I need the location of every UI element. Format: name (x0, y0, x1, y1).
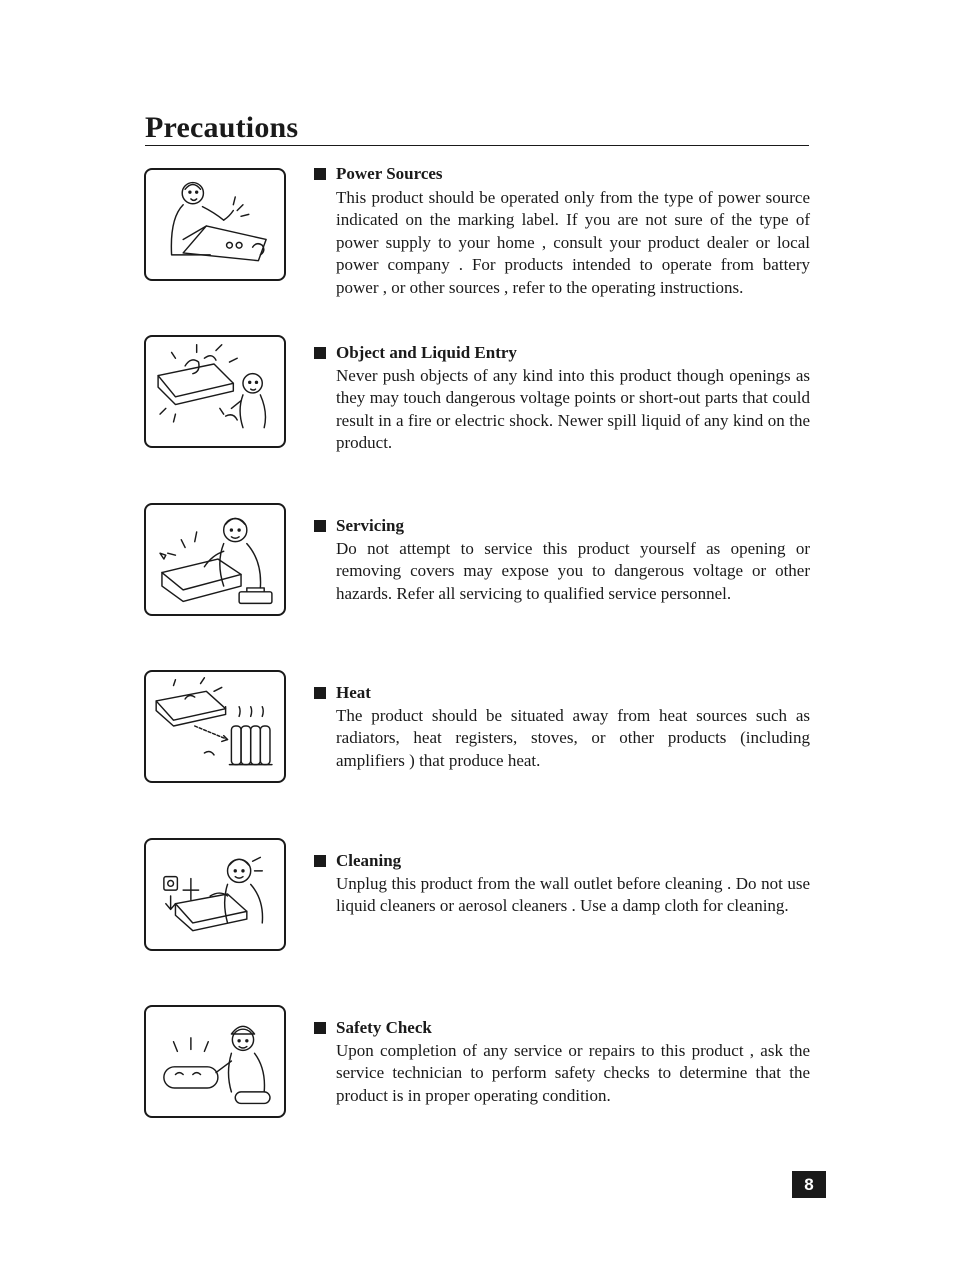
section-title: Servicing (336, 516, 404, 535)
precaution-cleaning (0, 838, 954, 958)
section-bullet (314, 687, 326, 699)
page-title: Precautions (145, 111, 299, 144)
precaution-servicing (0, 503, 954, 623)
section-body: Unplug this product from the wall outlet before cleaning . Do not use liquid cleaners or aerosol cleaners . Use a damp cloth for cleaning. (336, 874, 810, 916)
section-title: Safety Check (336, 1018, 432, 1037)
section-bullet (314, 1022, 326, 1034)
unplug-and-clean-icon (144, 838, 286, 951)
precaution-object-liquid-entry (0, 335, 954, 455)
section-title: Object and Liquid Entry (336, 343, 517, 362)
page-number: 8 (792, 1171, 826, 1198)
section-body: Never push objects of any kind into this product though openings as they may touch dangerous voltage points or short-out parts that could result in a fire or electric shock. Newer spill liquid of any kind on the product. (336, 366, 810, 453)
precaution-power-sources (0, 164, 954, 297)
radiator-heat-icon (144, 670, 286, 783)
title-underline (145, 145, 809, 146)
section-bullet (314, 168, 326, 180)
section-body: Upon completion of any service or repairs to this product , ask the service technician to perform safety checks to determine that the product is in proper operating condition. (336, 1041, 810, 1105)
precaution-safety-check (0, 1005, 954, 1125)
section-body: This product should be operated only from the type of power source indicated on the marking label. If you are not sure of the type of power supply to your home , consult your product dealer or local power company . For products intended to operate from battery power , or other sources , refer to the operating instructions. (336, 188, 810, 297)
section-bullet (314, 520, 326, 532)
section-title: Power Sources (336, 164, 443, 183)
section-bullet (314, 347, 326, 359)
liquid-spill-shock-icon (144, 335, 286, 448)
person-opening-device-icon (144, 503, 286, 616)
section-body: The product should be situated away from heat sources such as radiators, heat registers, stoves, or other products (including amplifiers ) that produce heat. (336, 706, 810, 770)
person-plugging-power-cord-icon (144, 168, 286, 281)
section-body: Do not attempt to service this product yourself as opening or removing covers may expose you to dangerous voltage or other hazards. Refer all servicing to qualified service personnel. (336, 539, 810, 603)
technician-safety-check-icon (144, 1005, 286, 1118)
section-bullet (314, 855, 326, 867)
precaution-heat (0, 670, 954, 790)
section-title: Cleaning (336, 851, 402, 870)
section-title: Heat (336, 683, 371, 702)
